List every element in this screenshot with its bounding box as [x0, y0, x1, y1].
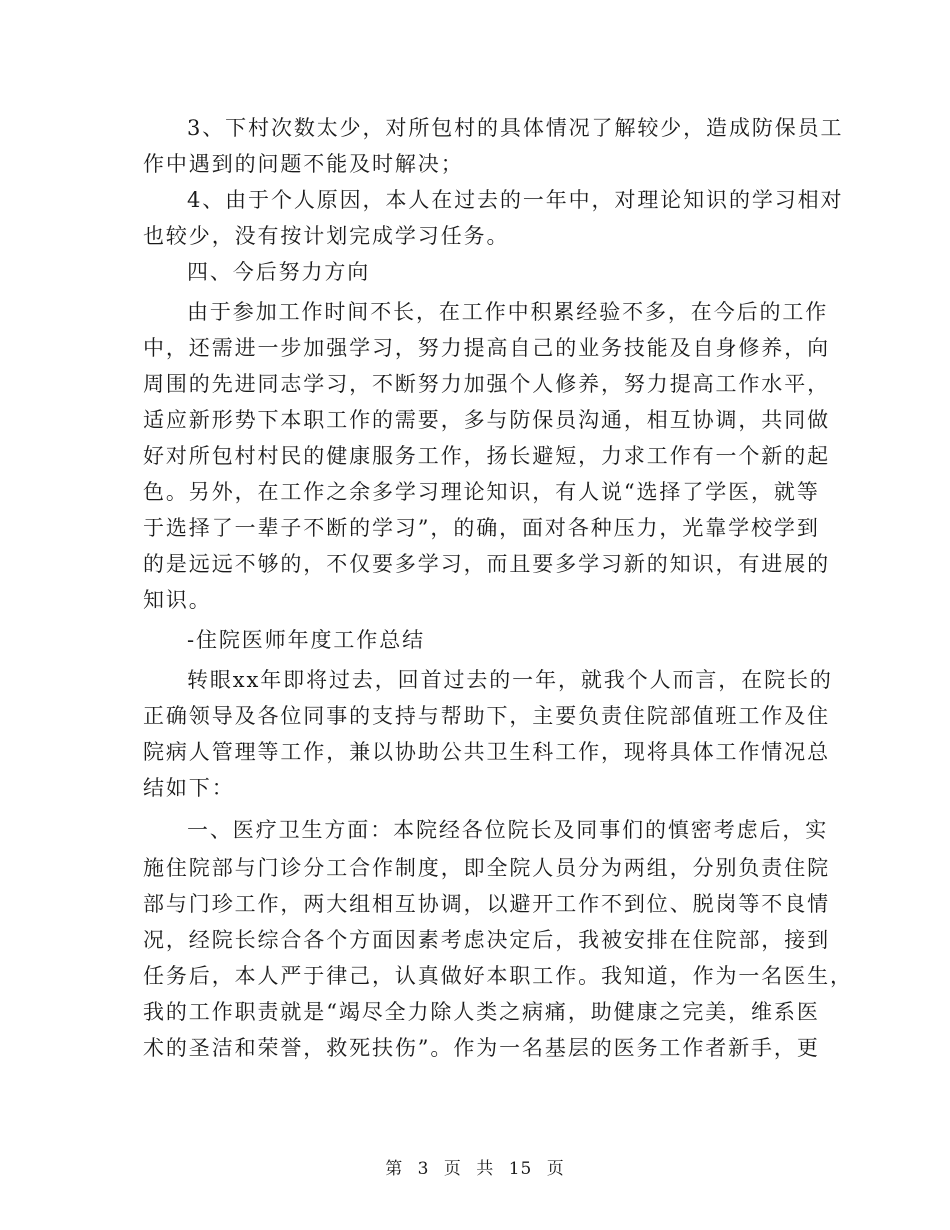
- text-line: 的是远远不够的，不仅要多学习，而且要多学习新的知识，有进展的: [143, 552, 830, 576]
- text-line: 我的工作职责就是“竭尽全力除人类之病痛，助健康之完美，维系医: [143, 1000, 820, 1024]
- text-line: 由于参加工作时间不长，在工作中积累经验不多，在今后的工作: [187, 300, 829, 324]
- text-line: 4、由于个人原因，本人在过去的一年中，对理论知识的学习相对: [187, 188, 844, 212]
- text-line: 施住院部与门诊分工合作制度，即全院人员分为两组，分别负责住院: [143, 856, 830, 880]
- section-heading: 四、今后努力方向: [187, 260, 371, 284]
- page-unit: 页: [443, 1159, 462, 1179]
- text-line: 好对所包村村民的健康服务工作，扬长避短，力求工作有一个新的起: [143, 444, 830, 468]
- text-line: 况，经院长综合各个方面因素考虑决定后，我被安排在住院部，接到: [143, 928, 830, 952]
- text-line: 作中遇到的问题不能及时解决；: [143, 152, 464, 176]
- text-line: 一、医疗卫生方面：本院经各位院长及同事们的慎密考虑后，实: [187, 818, 829, 842]
- text-line: 适应新形势下本职工作的需要，多与防保员沟通，相互协调，共同做: [143, 408, 830, 432]
- text-line: 3、下村次数太少，对所包村的具体情况了解较少，造成防保员工: [187, 116, 844, 140]
- text-line: 色。另外，在工作之余多学习理论知识，有人说“选择了学医，就等: [143, 480, 820, 504]
- text-line: 也较少，没有按计划完成学习任务。: [143, 224, 510, 248]
- text-line: 任务后，本人严于律己，认真做好本职工作。我知道，作为一名医生，: [143, 964, 853, 988]
- total-unit: 页: [546, 1159, 565, 1179]
- text-line: 结如下：: [143, 776, 235, 800]
- page-label: 第: [385, 1159, 404, 1179]
- text-line: 术的圣洁和荣誉，救死扶伤”。作为一名基层的医务工作者新手，更: [143, 1036, 820, 1060]
- page-footer: [0, 1154, 950, 1179]
- text-line: 于选择了一辈子不断的学习”，的确，面对各种压力，光靠学校学到: [143, 516, 820, 540]
- text-line: 转眼xx年即将过去，回首过去的一年，就我个人而言，在院长的: [187, 668, 833, 692]
- text-line: 部与门珍工作，两大组相互协调，以避开工作不到位、脱岗等不良情: [143, 892, 830, 916]
- current-page-number: 3: [417, 1159, 430, 1179]
- text-line: 院病人管理等工作，兼以协助公共卫生科工作，现将具体工作情况总: [143, 740, 830, 764]
- text-line: 中，还需进一步加强学习，努力提高自己的业务技能及自身修养，向: [143, 336, 830, 360]
- text-line: 周围的先进同志学习，不断努力加强个人修养，努力提高工作水平，: [143, 372, 830, 396]
- total-pages-number: 15: [508, 1159, 533, 1179]
- text-line: 知识。: [143, 588, 212, 612]
- total-label: 共: [476, 1159, 495, 1179]
- section-heading: -住院医师年度工作总结: [187, 628, 425, 652]
- text-line: 正确领导及各位同事的支持与帮助下，主要负责住院部值班工作及住: [143, 704, 830, 728]
